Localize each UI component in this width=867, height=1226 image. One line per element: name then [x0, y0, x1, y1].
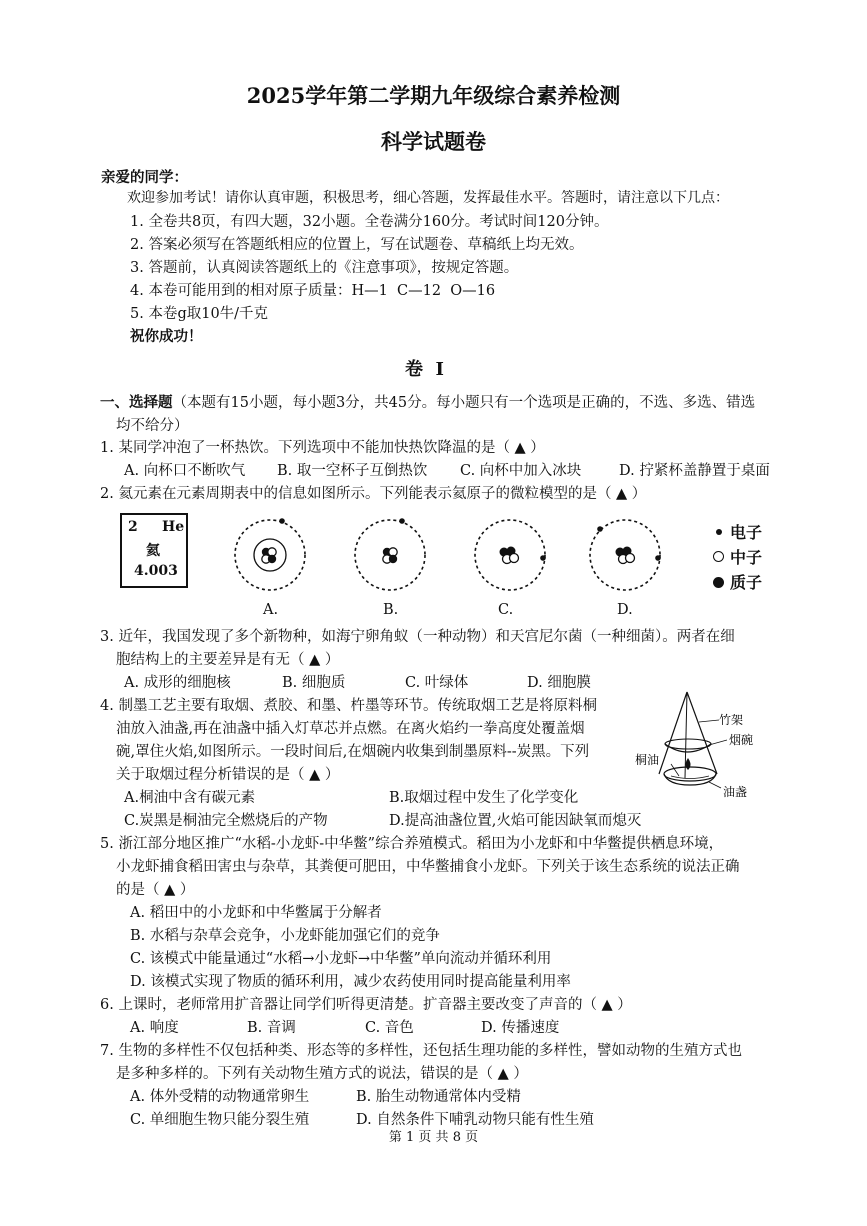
q5-stem-line2: 小龙虾捕食稻田害虫与杂草，其粪便可肥田，中华鳖捕食小龙虾。下列关于该生态系统的说法正确: [116, 859, 740, 875]
q4-stem-line3: 碗,罩住火焰,如图所示。一段时间后,在烟碗内收集到制墨原料--炭黑。下列: [116, 744, 590, 760]
q4-option-c: C.炭黑是桐油完全燃烧后的产物: [124, 813, 328, 829]
q5-option-d: D. 该模式实现了物质的循环利用，减少农药使用同时提高能量利用率: [130, 974, 571, 990]
q1-option-a: A. 向杯口不断吹气: [124, 463, 246, 479]
exam-title: 2025学年第二学期九年级综合素养检测: [246, 83, 621, 108]
electron: [399, 518, 405, 524]
note-item-1: 1. 全卷共8页，有四大题，32小题。全卷满分160分。考试时间120分钟。: [130, 214, 609, 230]
q3-option-b: B. 细胞质: [282, 675, 346, 691]
q7-option-c: C. 单细胞生物只能分裂生殖: [130, 1112, 310, 1128]
note-item-2: 2. 答案必须写在答题纸相应的位置上，写在试题卷、草稿纸上均无效。: [130, 237, 584, 253]
label-bamboo: 竹架: [719, 713, 744, 727]
q7-option-b: B. 胎生动物通常体内受精: [356, 1089, 521, 1105]
q4-stem-line4: 关于取烟过程分析错误的是（ ▲ ）: [116, 767, 340, 783]
q5-stem-line3: 的是（ ▲ ）: [116, 882, 195, 898]
legend-proton: 质子: [712, 570, 762, 593]
q3-stem-line1: 3. 近年，我国发现了多个新物种，如海宁卵角蚁（一种动物）和天宫尼尔菌（一种细菌）。两者在细: [100, 629, 735, 645]
section-heading-label: 一、选择题: [100, 394, 173, 411]
neutron-icon: [713, 551, 724, 562]
q4-option-b: B.取烟过程中发生了化学变化: [389, 790, 579, 806]
element-card: [120, 513, 188, 588]
neutron: [626, 554, 635, 563]
electron: [279, 518, 285, 524]
element-symbol: He: [162, 519, 185, 535]
section-heading: [100, 391, 755, 412]
q1-option-d: D. 拧紧杯盖静置于桌面: [619, 463, 770, 479]
label-lamp: 油盏: [723, 785, 748, 798]
q7-option-a: A. 体外受精的动物通常卵生: [130, 1089, 310, 1105]
electron-icon: [716, 529, 722, 535]
electron: [540, 555, 546, 561]
q4-stem-line1: 4. 制墨工艺主要有取烟、煮胶、和墨、杵墨等环节。传统取烟工艺是将原料桐: [100, 698, 597, 714]
q3-option-d: D. 细胞膜: [527, 675, 591, 691]
note-item-3: 3. 答题前，认真阅读答题纸上的《注意事项》，按规定答题。: [130, 260, 519, 276]
proton: [268, 555, 276, 563]
q6-option-a: A. 响度: [130, 1020, 179, 1036]
q5-option-c: C. 该模式中能量通过“水稻→小龙虾→中华鳖”单向流动并循环利用: [130, 951, 552, 967]
atom-model-b: [355, 518, 425, 590]
note-item-4: 4. 本卷可能用到的相对原子质量：H—1 C—12 O—16: [130, 283, 496, 299]
atom-models: [225, 510, 675, 600]
q7-stem-line1: 7. 生物的多样性不仅包括种类、形态等的多样性，还包括生理功能的多样性，譬如动物的生殖方式也: [100, 1043, 742, 1059]
q6-option-d: D. 传播速度: [481, 1020, 560, 1036]
smoke-collection-figure: [635, 688, 775, 798]
q5-option-a: A. 稻田中的小龙虾和中华鳖属于分解者: [130, 905, 382, 921]
label-bowl: 烟碗: [729, 733, 754, 747]
element-mass: 4.003: [134, 563, 178, 579]
q6-option-c: C. 音色: [365, 1020, 414, 1036]
q6-stem: 6. 上课时，老师常用扩音器让同学们听得更清楚。扩音器主要改变了声音的（ ▲ ）: [100, 997, 632, 1013]
greeting: 亲爱的同学：: [101, 169, 188, 186]
q3-stem-line2: 胞结构上的主要差异是有无（ ▲ ）: [116, 652, 340, 668]
section-heading-cont: 均不给分）: [116, 418, 189, 434]
q7-stem-line2: 是多种多样的。下列有关动物生殖方式的说法，错误的是（ ▲ ）: [116, 1066, 528, 1082]
q4-option-d: D.提高油盏位置,火焰可能因缺氧而熄灭: [389, 813, 642, 829]
atom-model-a: [235, 518, 305, 590]
q2-label-a: A.: [263, 602, 279, 618]
electron: [597, 526, 603, 532]
q3-option-a: A. 成形的细胞核: [124, 675, 231, 691]
q2-stem: 2. 氦元素在元素周期表中的信息如图所示。下列能表示氦原子的微粒模型的是（ ▲ ）: [100, 486, 647, 502]
section-title: 卷 Ⅰ: [405, 359, 444, 380]
q5-option-b: B. 水稻与杂草会竞争，小龙虾能加强它们的竞争: [130, 928, 440, 944]
q4-stem-line2: 油放入油盏,再在油盏中插入灯草芯并点燃。在离火焰约一拳高度处覆盖烟: [116, 721, 585, 737]
section-heading-text: （本题有15小题，每小题3分，共45分。每小题只有一个选项是正确的，不选、多选、错选: [172, 395, 756, 411]
q1-option-c: C. 向杯中加入冰块: [460, 463, 582, 479]
legend-electron: 电子: [712, 520, 762, 543]
atom-model-d: [590, 520, 661, 590]
q2-label-d: D.: [617, 602, 633, 618]
q3-option-c: C. 叶绿体: [405, 675, 469, 691]
atom-model-c: [475, 520, 546, 590]
q2-label-c: C.: [498, 602, 514, 618]
element-name: 氦: [146, 543, 160, 559]
q4-option-a: A.桐油中含有碳元素: [124, 790, 256, 806]
proton-icon: [713, 577, 724, 588]
exam-subtitle: 科学试题卷: [381, 129, 486, 154]
q2-label-b: B.: [383, 602, 399, 618]
note-item-5: 5. 本卷g取10牛/千克: [130, 306, 269, 322]
q6-option-b: B. 音调: [247, 1020, 296, 1036]
proton: [389, 555, 397, 563]
legend-neutron: 中子: [712, 545, 762, 568]
intro-text: 欢迎参加考试！请你认真审题，积极思考，细心答题，发挥最佳水平。答题时，请注意以下几点：: [127, 190, 729, 206]
q1-option-b: B. 取一空杯子互倒热饮: [277, 463, 428, 479]
page-footer: 第 1 页 共 8 页: [388, 1130, 479, 1145]
q5-stem-line1: 5. 浙江部分地区推广“水稻-小龙虾-中华鳖”综合养殖模式。稻田为小龙虾和中华鳖提供栖息环境，: [100, 836, 724, 852]
neutron: [510, 554, 519, 563]
element-number: 2: [128, 519, 138, 535]
label-oil: 桐油: [635, 753, 660, 767]
electron: [655, 555, 661, 561]
q1-stem: 1. 某同学冲泡了一杯热饮。下列选项中不能加快热饮降温的是（ ▲ ）: [100, 440, 545, 456]
q7-option-d: D. 自然条件下哺乳动物只能有性生殖: [356, 1112, 594, 1128]
wish: 祝你成功！: [130, 328, 203, 345]
